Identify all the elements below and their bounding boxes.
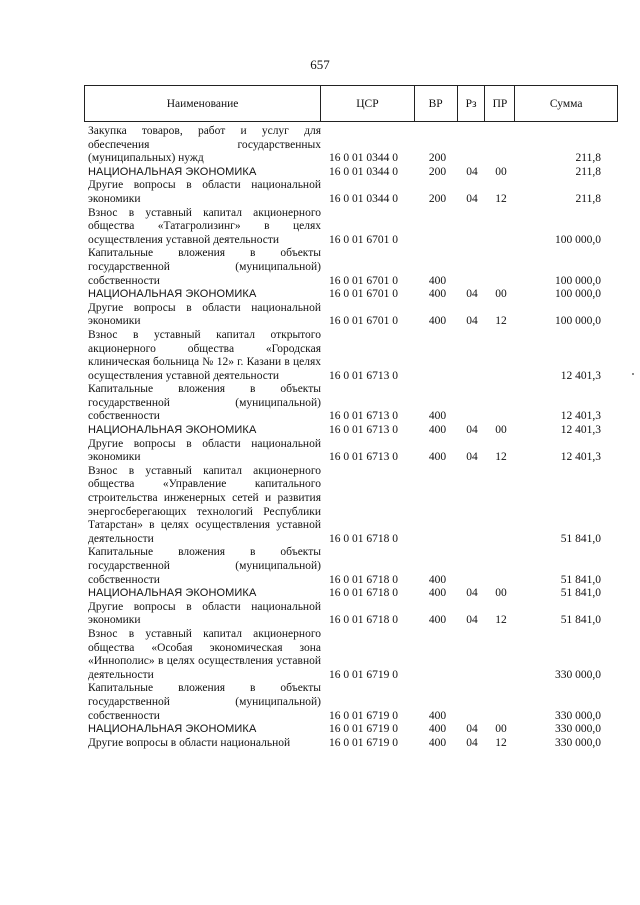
cell-csr: 16 0 01 0344 0: [329, 192, 398, 205]
cell-csr: 16 0 01 6718 0: [329, 587, 398, 600]
cell-name: НАЦИОНАЛЬНАЯ ЭКОНОМИКА: [88, 424, 257, 437]
cell-sum: 12 401,3: [560, 369, 601, 382]
cell-vr: 200: [428, 165, 447, 178]
cell-name: НАЦИОНАЛЬНАЯ ЭКОНОМИКА: [88, 587, 257, 600]
cell-name: Взнос в уставный капитал акционерного общества «Особая экономическая зона «Иннополис» в целях осуществления уставной деятельности: [88, 627, 321, 681]
page-number: 657: [310, 57, 330, 72]
cell-pr: 12: [495, 315, 507, 328]
cell-rz: 04: [466, 736, 478, 749]
table-row: [84, 207, 618, 248]
cell-name: Капитальные вложения в объекты государственной (муниципальной) собственности: [88, 546, 321, 586]
cell-name: Взнос в уставный капитал открытого акционерного общества «Городская клиническая больница № 12» г. Казани в целях осуществления уставной деятельности: [88, 328, 321, 382]
cell-csr: 16 0 01 6701 0: [329, 274, 398, 287]
cell-sum: 100 000,0: [555, 288, 601, 301]
cell-name: Другие вопросы в области национальной экономики: [88, 600, 321, 627]
table-row: [84, 601, 618, 628]
cell-name: Взнос в уставный капитал акционерного общества «Татагролизинг» в целях осуществления уставной деятельности: [88, 206, 321, 246]
cell-rz: 04: [466, 315, 478, 328]
cell-csr: 16 0 01 6713 0: [329, 424, 398, 437]
cell-csr: 16 0 01 6718 0: [329, 573, 398, 586]
cell-vr: 200: [428, 152, 447, 165]
cell-rz: 04: [466, 614, 478, 627]
header-sum: Сумма: [549, 97, 583, 110]
cell-vr: 400: [428, 424, 447, 437]
cell-csr: 16 0 01 6701 0: [329, 288, 398, 301]
cell-name: НАЦИОНАЛЬНАЯ ЭКОНОМИКА: [88, 288, 257, 301]
table-row: [84, 288, 618, 302]
cell-vr: 400: [428, 451, 447, 464]
cell-sum: 51 841,0: [560, 573, 601, 586]
margin-mark: [632, 373, 634, 375]
cell-sum: 100 000,0: [555, 274, 601, 287]
header-csr: ЦСР: [321, 86, 415, 121]
table-row: [84, 438, 618, 465]
cell-sum: 100 000,0: [555, 315, 601, 328]
cell-name: НАЦИОНАЛЬНАЯ ЭКОНОМИКА: [88, 723, 257, 736]
table-row: [84, 723, 618, 737]
cell-pr: 00: [495, 288, 507, 301]
cell-sum: 211,8: [575, 165, 601, 178]
cell-pr: 00: [495, 723, 507, 736]
cell-rz: 04: [466, 424, 478, 437]
cell-sum: 12 401,3: [560, 451, 601, 464]
cell-sum: 330 000,0: [555, 709, 601, 722]
cell-pr: 12: [495, 192, 507, 205]
cell-pr: 12: [495, 451, 507, 464]
cell-csr: 16 0 01 6701 0: [329, 233, 398, 246]
table-row: [84, 179, 618, 206]
table-row: [84, 166, 618, 180]
cell-name: Другие вопросы в области национальной экономики: [88, 301, 321, 328]
cell-sum: 330 000,0: [555, 723, 601, 736]
cell-rz: 04: [466, 587, 478, 600]
cell-csr: 16 0 01 0344 0: [329, 165, 398, 178]
cell-sum: 12 401,3: [560, 424, 601, 437]
header-vr: ВР: [415, 86, 458, 121]
cell-vr: 400: [428, 274, 447, 287]
table-row: [84, 546, 618, 587]
table-row: [84, 424, 618, 438]
header-name: Наименование: [85, 86, 321, 121]
cell-name: Взнос в уставный капитал акционерного общества «Управление капитального строительства инженерных сетей и развития энергосберегающих технологий Республики Татарстан» в целях осуществления уставной деятельности: [88, 464, 321, 545]
cell-vr: 400: [428, 587, 447, 600]
cell-sum: 211,8: [575, 152, 601, 165]
table-row: [84, 628, 618, 682]
cell-name: Другие вопросы в области национальной: [88, 736, 291, 749]
cell-sum: 51 841,0: [560, 532, 601, 545]
cell-name: Другие вопросы в области национальной экономики: [88, 437, 321, 464]
table-row: [84, 465, 618, 547]
cell-name: Капитальные вложения в объекты государственной (муниципальной) собственности: [88, 383, 321, 423]
cell-csr: 16 0 01 6719 0: [329, 709, 398, 722]
cell-sum: 330 000,0: [555, 736, 601, 749]
cell-csr: 16 0 01 6718 0: [329, 532, 398, 545]
table-row: [84, 682, 618, 723]
table-row: [84, 737, 618, 751]
cell-vr: 400: [428, 288, 447, 301]
cell-pr: 00: [495, 587, 507, 600]
cell-sum: 100 000,0: [555, 233, 601, 246]
cell-vr: 400: [428, 723, 447, 736]
cell-csr: 16 0 01 6719 0: [329, 668, 398, 681]
cell-vr: 400: [428, 315, 447, 328]
cell-rz: 04: [466, 288, 478, 301]
cell-vr: 400: [428, 573, 447, 586]
table-row: [84, 247, 618, 288]
cell-name: Другие вопросы в области национальной экономики: [88, 179, 321, 205]
cell-vr: 400: [428, 709, 447, 722]
cell-pr: 12: [495, 736, 507, 749]
cell-sum: 211,8: [575, 192, 601, 205]
cell-name: Закупка товаров, работ и услуг для обеспечения государственных (муниципальных) нужд: [88, 125, 321, 165]
header-pr: ПР: [485, 86, 515, 121]
cell-csr: 16 0 01 6719 0: [329, 723, 398, 736]
table-header: [84, 85, 618, 122]
header-rz: Рз: [458, 86, 486, 121]
cell-sum: 12 401,3: [560, 410, 601, 423]
cell-rz: 04: [466, 192, 478, 205]
cell-vr: 400: [428, 614, 447, 627]
cell-name: Капитальные вложения в объекты государственной (муниципальной) собственности: [88, 247, 321, 287]
table-row: [84, 302, 618, 329]
table-row: [84, 329, 618, 383]
cell-vr: 400: [428, 736, 447, 749]
cell-pr: 00: [495, 424, 507, 437]
table-row: [84, 383, 618, 424]
cell-csr: 16 0 01 0344 0: [329, 152, 398, 165]
cell-vr: 200: [428, 192, 447, 205]
cell-name: Капитальные вложения в объекты государственной (муниципальной) собственности: [88, 682, 321, 722]
cell-pr: 00: [495, 165, 507, 178]
cell-sum: 51 841,0: [560, 614, 601, 627]
cell-rz: 04: [466, 723, 478, 736]
table-row: [84, 125, 618, 166]
cell-sum: 330 000,0: [555, 668, 601, 681]
cell-name: НАЦИОНАЛЬНАЯ ЭКОНОМИКА: [88, 165, 257, 178]
cell-vr: 400: [428, 410, 447, 423]
cell-rz: 04: [466, 451, 478, 464]
cell-csr: 16 0 01 6718 0: [329, 614, 398, 627]
table-body: [84, 125, 618, 750]
cell-pr: 12: [495, 614, 507, 627]
cell-rz: 04: [466, 165, 478, 178]
cell-csr: 16 0 01 6713 0: [329, 451, 398, 464]
cell-sum: 51 841,0: [560, 587, 601, 600]
table-row: [84, 587, 618, 601]
cell-csr: 16 0 01 6713 0: [329, 369, 398, 382]
cell-csr: 16 0 01 6701 0: [329, 315, 398, 328]
cell-csr: 16 0 01 6713 0: [329, 410, 398, 423]
cell-csr: 16 0 01 6719 0: [329, 736, 398, 749]
